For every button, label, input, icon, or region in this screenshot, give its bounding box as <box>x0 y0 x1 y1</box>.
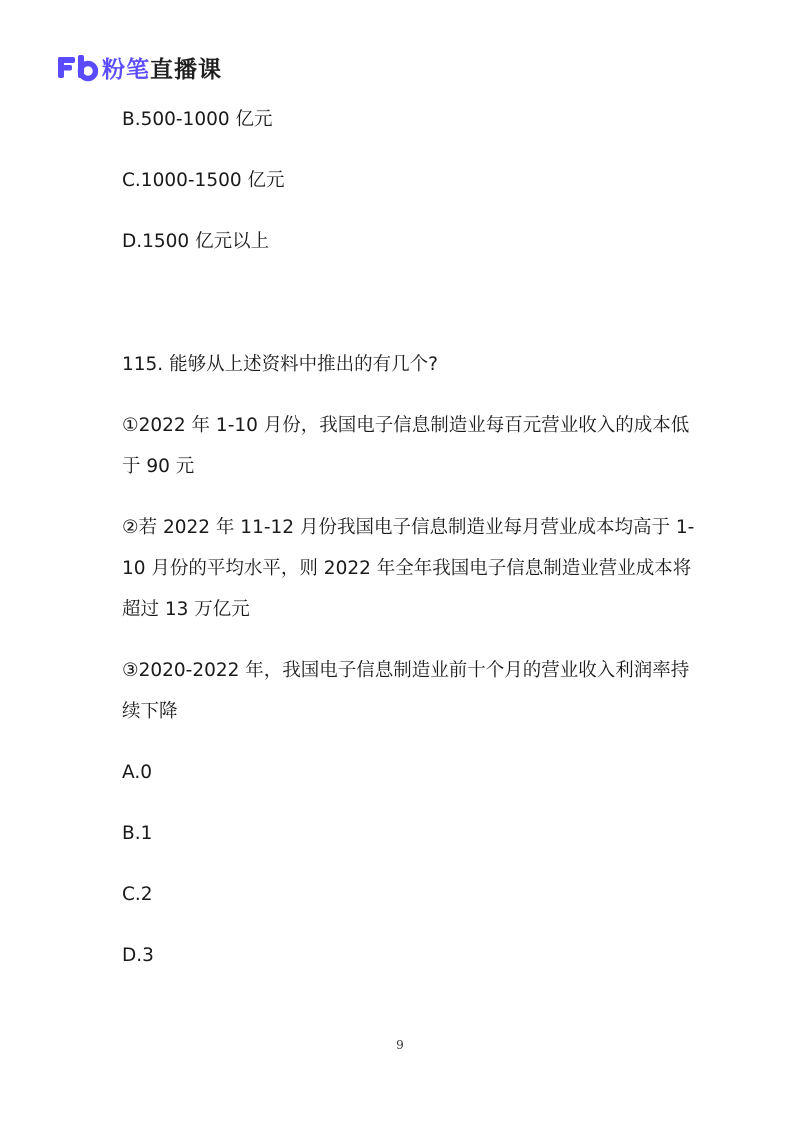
option-a: A.0 <box>122 762 152 783</box>
option-prev-c: C.1000-1500 亿元 <box>122 170 285 191</box>
question-title: 115. 能够从上述资料中推出的有几个? <box>122 354 438 375</box>
statement-3-line-2: 续下降 <box>122 701 178 722</box>
brand-name-accent: 粉笔 <box>102 56 150 83</box>
brand-name-rest: 直播课 <box>150 56 222 83</box>
option-prev-b: B.500-1000 亿元 <box>122 109 273 130</box>
brand-name <box>102 51 222 84</box>
statement-2-line-2: 10 月份的平均水平，则 2022 年全年我国电子信息制造业营业成本将 <box>122 558 692 579</box>
option-prev-d: D.1500 亿元以上 <box>122 231 270 252</box>
statement-1-line-1: ①2022 年 1-10 月份，我国电子信息制造业每百元营业收入的成本低 <box>122 415 690 436</box>
header <box>56 52 222 82</box>
page-number: 9 <box>396 1038 404 1052</box>
option-b: B.1 <box>122 823 153 844</box>
fenbi-logo-icon <box>56 52 98 82</box>
statement-2-line-1: ②若 2022 年 11-12 月份我国电子信息制造业每月营业成本均高于 1- <box>122 517 695 538</box>
statement-2-line-3: 超过 13 万亿元 <box>122 599 250 620</box>
option-c: C.2 <box>122 884 153 905</box>
statement-3-line-1: ③2020-2022 年，我国电子信息制造业前十个月的营业收入利润率持 <box>122 660 690 681</box>
option-d: D.3 <box>122 945 154 966</box>
statement-1-line-2: 于 90 元 <box>122 456 195 477</box>
